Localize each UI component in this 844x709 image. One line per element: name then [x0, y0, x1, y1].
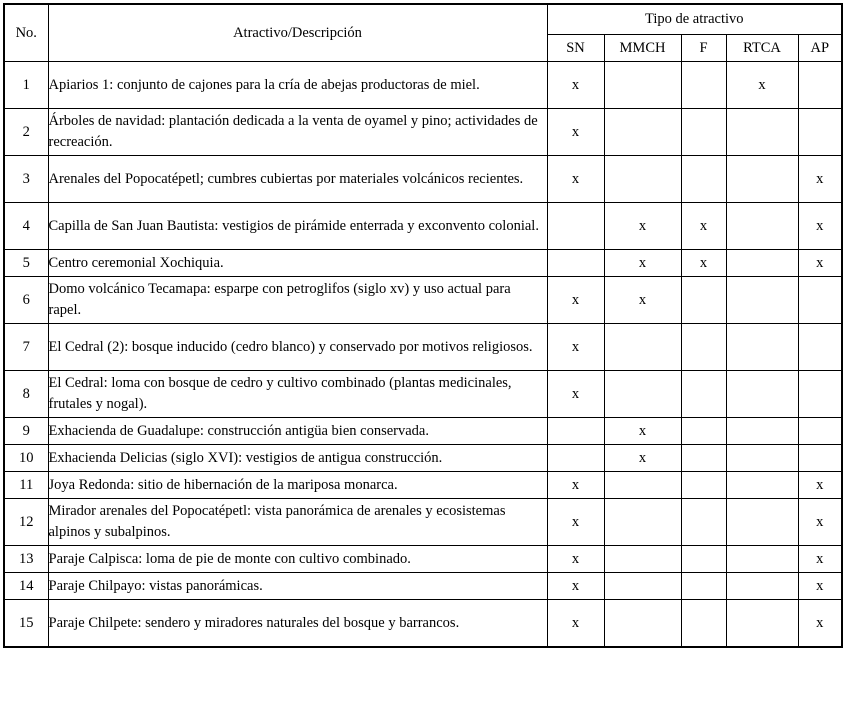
table-header-row-primary — [4, 4, 842, 35]
row-description: Capilla de San Juan Bautista: vestigios de pirámide enterrada y exconvento colonial. — [48, 203, 547, 250]
mark-cell-f: x — [681, 203, 726, 250]
mark-cell-mmch: x — [604, 250, 681, 277]
column-header-mmch: MMCH — [604, 35, 681, 62]
mark-cell-mmch: x — [604, 277, 681, 324]
table-row — [4, 418, 842, 445]
mark-cell-f — [681, 445, 726, 472]
mark-cell-ap — [798, 109, 842, 156]
mark-cell-ap: x — [798, 203, 842, 250]
mark-cell-rtca — [726, 600, 798, 648]
mark-cell-sn: x — [547, 62, 604, 109]
mark-cell-mmch — [604, 324, 681, 371]
mark-cell-rtca: x — [726, 62, 798, 109]
mark-cell-f — [681, 324, 726, 371]
table-row — [4, 156, 842, 203]
mark-cell-rtca — [726, 445, 798, 472]
mark-cell-f — [681, 573, 726, 600]
row-number: 7 — [4, 324, 48, 371]
table-row — [4, 499, 842, 546]
mark-cell-sn — [547, 445, 604, 472]
mark-cell-ap — [798, 445, 842, 472]
mark-cell-mmch — [604, 573, 681, 600]
row-description: Exhacienda de Guadalupe: construcción antigüa bien conservada. — [48, 418, 547, 445]
table-row — [4, 277, 842, 324]
mark-cell-ap: x — [798, 573, 842, 600]
mark-cell-sn: x — [547, 277, 604, 324]
mark-cell-sn: x — [547, 109, 604, 156]
mark-cell-mmch: x — [604, 445, 681, 472]
mark-cell-mmch — [604, 62, 681, 109]
table-row — [4, 546, 842, 573]
mark-cell-sn: x — [547, 324, 604, 371]
row-description: El Cedral: loma con bosque de cedro y cultivo combinado (plantas medicinales, frutales y nogal). — [48, 371, 547, 418]
mark-cell-rtca — [726, 371, 798, 418]
mark-cell-rtca — [726, 203, 798, 250]
row-number: 12 — [4, 499, 48, 546]
mark-cell-rtca — [726, 418, 798, 445]
column-header-f: F — [681, 35, 726, 62]
row-number: 9 — [4, 418, 48, 445]
mark-cell-ap: x — [798, 546, 842, 573]
table-row — [4, 203, 842, 250]
table-row — [4, 324, 842, 371]
row-number: 3 — [4, 156, 48, 203]
mark-cell-rtca — [726, 324, 798, 371]
mark-cell-ap: x — [798, 600, 842, 648]
mark-cell-f — [681, 156, 726, 203]
row-description: Mirador arenales del Popocatépetl: vista panorámica de arenales y ecosistemas alpinos y subalpinos. — [48, 499, 547, 546]
table-row — [4, 250, 842, 277]
table-body — [4, 62, 842, 648]
mark-cell-mmch — [604, 109, 681, 156]
mark-cell-ap — [798, 277, 842, 324]
mark-cell-f — [681, 418, 726, 445]
row-description: Apiarios 1: conjunto de cajones para la cría de abejas productoras de miel. — [48, 62, 547, 109]
column-header-ap: AP — [798, 35, 842, 62]
mark-cell-mmch: x — [604, 418, 681, 445]
mark-cell-ap: x — [798, 499, 842, 546]
column-header-group-tipo-de-atractivo: Tipo de atractivo — [547, 4, 842, 35]
mark-cell-f — [681, 499, 726, 546]
mark-cell-mmch — [604, 156, 681, 203]
attractions-table — [3, 3, 843, 648]
mark-cell-ap: x — [798, 156, 842, 203]
row-description: Paraje Calpisca: loma de pie de monte con cultivo combinado. — [48, 546, 547, 573]
mark-cell-rtca — [726, 499, 798, 546]
row-description: Paraje Chilpayo: vistas panorámicas. — [48, 573, 547, 600]
mark-cell-sn: x — [547, 546, 604, 573]
mark-cell-rtca — [726, 573, 798, 600]
row-description: Árboles de navidad: plantación dedicada a la venta de oyamel y pino; actividades de recreación. — [48, 109, 547, 156]
row-number: 1 — [4, 62, 48, 109]
mark-cell-rtca — [726, 250, 798, 277]
row-description: Domo volcánico Tecamapa: esparpe con petroglifos (siglo xv) y uso actual para rapel. — [48, 277, 547, 324]
mark-cell-sn — [547, 418, 604, 445]
mark-cell-mmch: x — [604, 203, 681, 250]
mark-cell-sn: x — [547, 156, 604, 203]
mark-cell-sn: x — [547, 499, 604, 546]
column-header-rtca: RTCA — [726, 35, 798, 62]
row-number: 11 — [4, 472, 48, 499]
mark-cell-mmch — [604, 600, 681, 648]
row-description: El Cedral (2): bosque inducido (cedro blanco) y conservado por motivos religiosos. — [48, 324, 547, 371]
mark-cell-f — [681, 472, 726, 499]
row-description: Arenales del Popocatépetl; cumbres cubiertas por materiales volcánicos recientes. — [48, 156, 547, 203]
mark-cell-f — [681, 62, 726, 109]
mark-cell-f — [681, 277, 726, 324]
mark-cell-f — [681, 546, 726, 573]
mark-cell-sn: x — [547, 371, 604, 418]
mark-cell-rtca — [726, 277, 798, 324]
mark-cell-f — [681, 109, 726, 156]
mark-cell-ap — [798, 324, 842, 371]
mark-cell-ap — [798, 371, 842, 418]
row-description: Centro ceremonial Xochiquia. — [48, 250, 547, 277]
row-number: 15 — [4, 600, 48, 648]
table-header — [4, 4, 842, 62]
table-row — [4, 573, 842, 600]
mark-cell-f: x — [681, 250, 726, 277]
mark-cell-mmch — [604, 371, 681, 418]
row-number: 13 — [4, 546, 48, 573]
mark-cell-sn — [547, 203, 604, 250]
row-description: Exhacienda Delicias (siglo XVI): vestigios de antigua construcción. — [48, 445, 547, 472]
mark-cell-mmch — [604, 546, 681, 573]
mark-cell-ap: x — [798, 472, 842, 499]
mark-cell-ap — [798, 418, 842, 445]
mark-cell-rtca — [726, 546, 798, 573]
column-header-sn: SN — [547, 35, 604, 62]
table-row — [4, 445, 842, 472]
row-number: 5 — [4, 250, 48, 277]
mark-cell-ap — [798, 62, 842, 109]
mark-cell-f — [681, 371, 726, 418]
mark-cell-sn — [547, 250, 604, 277]
mark-cell-rtca — [726, 156, 798, 203]
column-header-no: No. — [4, 4, 48, 62]
table-row — [4, 600, 842, 648]
mark-cell-f — [681, 600, 726, 648]
column-header-description: Atractivo/Descripción — [48, 4, 547, 62]
row-number: 10 — [4, 445, 48, 472]
row-number: 6 — [4, 277, 48, 324]
table-row — [4, 62, 842, 109]
mark-cell-rtca — [726, 472, 798, 499]
row-number: 14 — [4, 573, 48, 600]
mark-cell-sn: x — [547, 600, 604, 648]
row-number: 4 — [4, 203, 48, 250]
row-description: Paraje Chilpete: sendero y miradores naturales del bosque y barrancos. — [48, 600, 547, 648]
mark-cell-ap: x — [798, 250, 842, 277]
mark-cell-sn: x — [547, 573, 604, 600]
mark-cell-sn: x — [547, 472, 604, 499]
row-description: Joya Redonda: sitio de hibernación de la mariposa monarca. — [48, 472, 547, 499]
attractions-table-container — [3, 3, 841, 648]
row-number: 8 — [4, 371, 48, 418]
row-number: 2 — [4, 109, 48, 156]
table-row — [4, 371, 842, 418]
table-row — [4, 109, 842, 156]
mark-cell-mmch — [604, 472, 681, 499]
mark-cell-rtca — [726, 109, 798, 156]
mark-cell-mmch — [604, 499, 681, 546]
table-row — [4, 472, 842, 499]
